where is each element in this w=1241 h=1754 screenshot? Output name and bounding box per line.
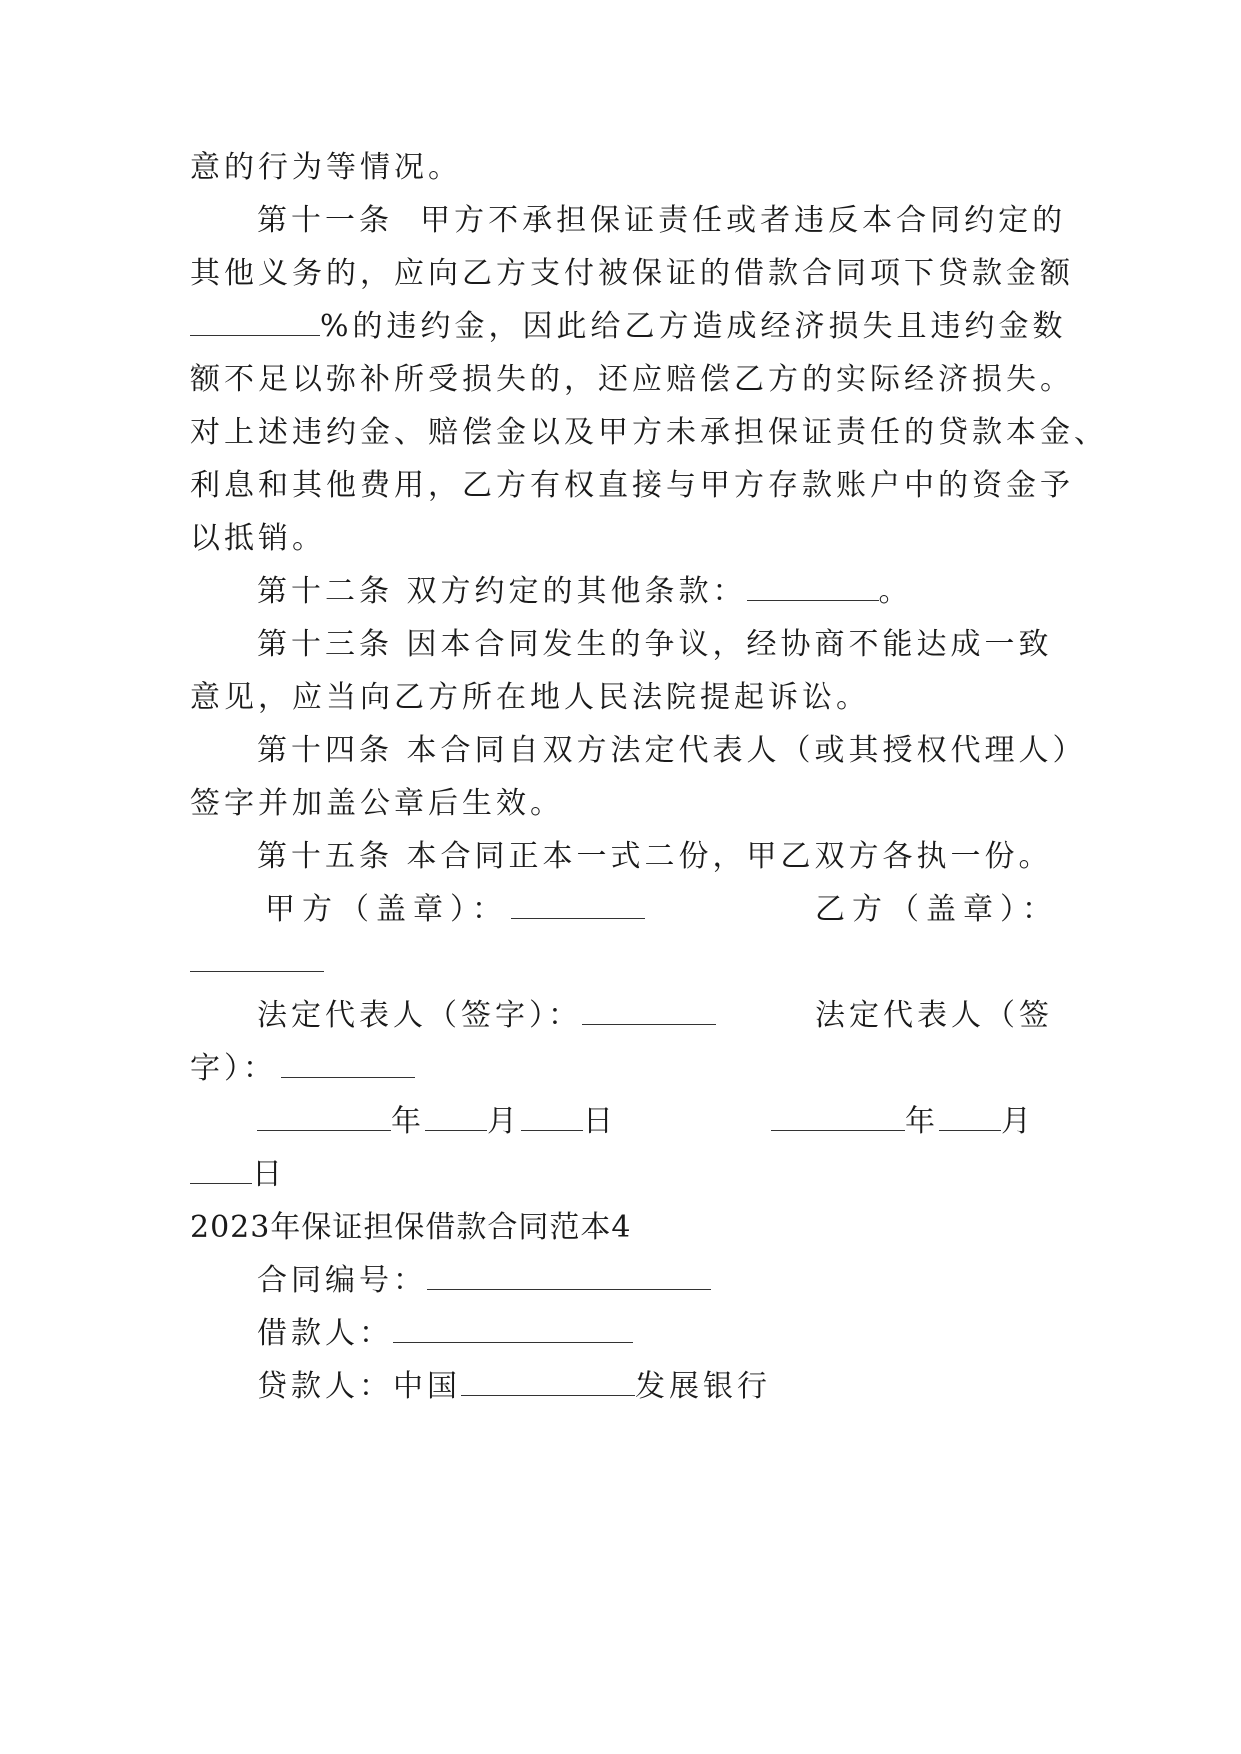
date-line-a <box>257 1102 617 1142</box>
blank-underline[interactable] <box>281 1049 415 1078</box>
clause-12-line <box>257 572 913 612</box>
text-segment: 借款人： <box>257 1316 393 1351</box>
blank-underline[interactable] <box>393 1314 633 1343</box>
party-b-seal-label: 乙方（盖章）： <box>815 892 1059 927</box>
borrower-label <box>257 1314 633 1354</box>
paragraph-line <box>190 943 324 983</box>
blank-underline[interactable] <box>582 996 716 1025</box>
text-segment: 年 <box>905 1104 939 1139</box>
party-a-rep-label <box>257 996 716 1036</box>
paragraph-line <box>190 1049 415 1089</box>
text-segment: 字）： <box>190 1051 277 1086</box>
lender-label <box>257 1367 771 1407</box>
text-segment: 法定代表人（签字）： <box>257 998 582 1033</box>
blank-underline[interactable] <box>747 572 879 601</box>
blank-underline[interactable] <box>257 1102 391 1131</box>
text-segment: 日 <box>252 1157 286 1192</box>
blank-underline[interactable] <box>771 1102 905 1131</box>
clause-11-line: 第十一条 甲方不承担保证责任或者违反本合同约定的 <box>257 203 1067 238</box>
party-a-seal-label <box>265 890 645 930</box>
party-b-rep-label: 法定代表人（签 <box>815 998 1053 1033</box>
blank-underline[interactable] <box>190 1155 252 1184</box>
text-segment: 。 <box>878 574 913 609</box>
blank-underline[interactable] <box>425 1102 487 1131</box>
paragraph-line: 利息和其他费用，乙方有权直接与甲方存款账户中的资金予 <box>190 468 1074 503</box>
text-segment: 合同编号： <box>257 1263 427 1298</box>
text-segment: 第十二条 双方约定的其他条款： <box>257 574 747 609</box>
text-segment: 年 <box>391 1104 425 1139</box>
paragraph-line: 额不足以弥补所受损失的，还应赔偿乙方的实际经济损失。 <box>190 362 1074 397</box>
text-segment: 月 <box>487 1104 521 1139</box>
clause-13-line: 第十三条 因本合同发生的争议，经协商不能达成一致 <box>257 627 1053 662</box>
paragraph-line: 签字并加盖公章后生效。 <box>190 786 564 821</box>
text-segment: 贷款人：中国 <box>257 1369 461 1404</box>
paragraph-line <box>190 1155 286 1195</box>
blank-underline[interactable] <box>521 1102 583 1131</box>
text-segment: 发展银行 <box>635 1369 771 1404</box>
blank-underline[interactable] <box>427 1261 711 1290</box>
paragraph-line: 意的行为等情况。 <box>190 150 462 185</box>
clause-14-line: 第十四条 本合同自双方法定代表人（或其授权代理人） <box>257 733 1087 768</box>
paragraph-line: 对上述违约金、赔偿金以及甲方未承担保证责任的贷款本金、 <box>190 415 1108 450</box>
blank-underline[interactable] <box>939 1102 1001 1131</box>
text-segment: 日 <box>583 1104 617 1139</box>
text-segment: 甲方（盖章）： <box>265 892 509 927</box>
blank-underline[interactable] <box>190 943 324 972</box>
clause-15-line: 第十五条 本合同正本一式二份，甲乙双方各执一份。 <box>257 839 1053 874</box>
section-title: 2023年保证担保借款合同范本4 <box>190 1210 632 1245</box>
paragraph-line: 其他义务的，应向乙方支付被保证的借款合同项下贷款金额 <box>190 256 1074 291</box>
date-line-b <box>771 1102 1035 1142</box>
blank-underline[interactable] <box>511 890 645 919</box>
blank-underline[interactable] <box>461 1367 635 1396</box>
paragraph-line: 意见，应当向乙方所在地人民法院提起诉讼。 <box>190 680 870 715</box>
paragraph-line <box>190 307 1067 347</box>
text-segment: 月 <box>1001 1104 1035 1139</box>
text-segment: %的违约金，因此给乙方造成经济损失且违约金数 <box>320 309 1067 344</box>
paragraph-line: 以抵销。 <box>190 521 326 556</box>
contract-number-label <box>257 1261 711 1301</box>
blank-underline[interactable] <box>190 307 320 336</box>
